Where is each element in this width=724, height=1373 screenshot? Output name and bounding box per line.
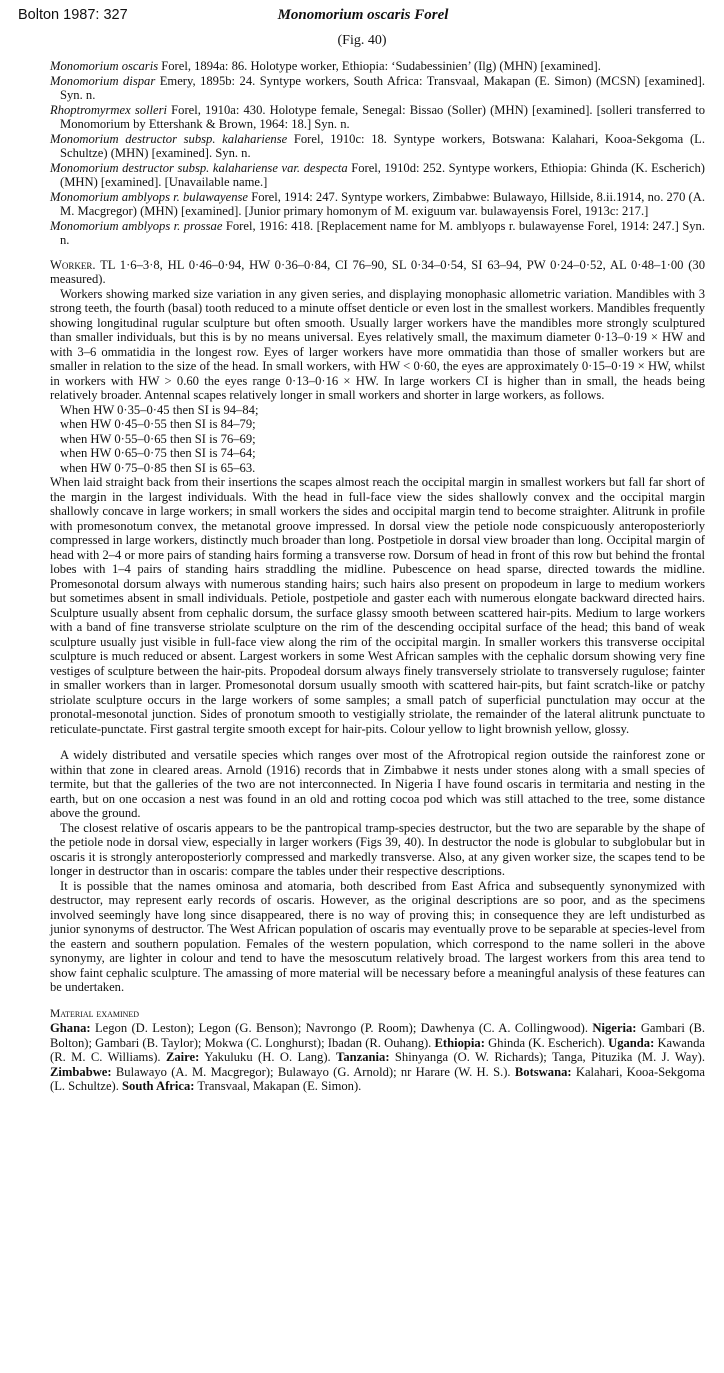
worker-description xyxy=(50,258,705,737)
list-item: when HW 0·65–0·75 then SI is 74–64; xyxy=(60,446,256,460)
running-head xyxy=(18,8,708,26)
synonymy-entry: Monomorium dispar Emery, 1895b: 24. Syntype workers, South Africa: Transvaal, Makapan (E. Simon) (MCSN) [examined]. Syn. n. xyxy=(50,73,706,102)
list-item: when HW 0·55–0·65 then SI is 76–69; xyxy=(60,431,256,446)
discussion-paragraph: A widely distributed and versatile species which ranges over most of the Afrotropical region outside the rainforest zone or within that zone in cleared areas. Arnold (1916) records that in Zimbabwe it nests under stones along with a small species of termite, but that the galleries of the two are not interconnected. In Nigeria I have found oscaris in termitaria and nesting in the earth, but on one occasion a nest was found in an old and rotting cocoa pod which was still attached to the tree, some distance above the ground. xyxy=(50,748,705,820)
worker-measurements: Worker. TL 1·6–3·8, HL 0·46–0·94, HW 0·36–0·84, CI 76–90, SL 0·34–0·54, SI 63–94, PW 0·24–0·52, AL 0·48–1·00 (30 measured). xyxy=(50,257,705,286)
synonymy-entry: Monomorium amblyops r. bulawayense Forel, 1914: 247. Syntype workers, Zimbabwe: Bulawayo, Hillside, 8.ii.1914, no. 270 (A. M. Macgregor) (MHN) [examined]. [Junior primary homonym of M. exiguum var. bulawayensis Forel, 1913c: 217.] xyxy=(50,189,705,218)
discussion xyxy=(50,748,705,995)
synonymy-list xyxy=(50,59,705,248)
material-list: Ghana: Legon (D. Leston); Legon (G. Benson); Navrongo (P. Room); Dawhenya (C. A. Collingwood). Nigeria: Gambari (B. Bolton); Gambari (B. Taylor); Mokwa (C. Longhurst); Ibadan (R. Ouhang). Ethiopia: Ghinda (K. Escherich). Uganda: Kawanda (R. M. C. Williams). Zaire: Yakuluku (H. O. Lang). Tanzania: Shinyanga (O. W. Richards); Tanga, Pituzika (M. J. Way). Zimbabwe: Bulawayo (A. M. Macgregor); Bulawayo (G. Arnold); nr Harare (W. H. S.). Botswana: Kalahari, Kooa-Sekgoma (L. Schultze). South Africa: Transvaal, Makapan (E. Simon). xyxy=(50,1021,706,1093)
list-item: when HW 0·75–0·85 then SI is 65–63. xyxy=(60,460,256,475)
article-body xyxy=(50,59,705,1094)
worker-paragraph: Workers showing marked size variation in any given series, and displaying monophasic allometric variation. Mandibles with 3 strong teeth, the fourth (basal) tooth reduced to a minute offset denticle or even lost in the smallest workers. Mandibles frequently showing longitudinal rugular sculpture but often smooth. Usually larger workers have the mandibles more strongly sculptured than smaller individuals, but this is by no means universal. Eyes relatively small, the maximum diameter 0·13–0·19 × HW and with 3–6 ommatidia in the longest row. Eyes of larger workers have more ommatidia than those of smaller workers but are smaller in relation to the size of the head. In small workers, with HW < 0·60, the eyes are approximately 0·15–0·19 × HW, whilst in workers with HW > 0.60 the eyes range 0·13–0·16 × HW. In large workers CI is higher than in small, the heads being relatively broader. Antennal scapes relatively longer in small workers and shorter in large workers, as follows. xyxy=(50,286,705,402)
material-heading: Material examined xyxy=(50,1007,140,1020)
synonymy-entry: Rhoptromyrmex solleri Forel, 1910a: 430. Holotype female, Senegal: Bissao (Soller) (MHN) [examined]. [solleri transferred to Monomorium by Ettershank & Brown, 1964: 18.] Syn. n. xyxy=(50,102,705,131)
synonymy-entry: Monomorium amblyops r. prossae Forel, 1916: 418. [Replacement name for M. amblyops r. bulawayense Forel, 1914: 247.] Syn. n. xyxy=(50,218,705,247)
synonymy-entry: Monomorium oscaris Forel, 1894a: 86. Holotype worker, Ethiopia: ‘Sudabessinien’ (Ilg) (MHN) [examined]. xyxy=(50,59,601,73)
list-item: When HW 0·35–0·45 then SI is 94–84; xyxy=(60,402,259,417)
list-item: when HW 0·45–0·55 then SI is 84–79; xyxy=(60,417,256,431)
discussion-paragraph: The closest relative of oscaris appears to be the pantropical tramp-species destructor, but the two are separable by the shape of the petiole node in dorsal view, especially in larger workers (Figs 39, 40). In destructor the node is globular to subglobular but in oscaris it is strongly anteroposteriorly compressed and markedly transverse. Also, at any given worker size, the scapes tend to be longer in destructor than in oscaris: compare the tables under their respective descriptions. xyxy=(50,820,705,878)
synonymy-entry: Monomorium destructor subsp. kalahariense var. despecta Forel, 1910d: 252. Syntype workers, Ethiopia: Ghinda (K. Escherich) (MHN) [examined]. [Unavailable name.] xyxy=(50,160,706,189)
figure-reference: (Fig. 40) xyxy=(337,33,387,48)
worker-paragraph: When laid straight back from their insertions the scapes almost reach the occipital margin in smallest workers but fall far short of the margin in the largest individuals. With the head in full-face view the sides shallowly convex and the occipital margin shallowly concave in large workers; in small workers the sides and occipital margin tend to become straighter. Alitrunk in profile with promesonotum convex, the metanotal groove impressed. In dorsal view the petiole node conspicuously anteroposteriorly compressed in large workers, distinctly much broader than long. Postpetiole in dorsal view broader than long. Occipital margin of head with 2–4 or more pairs of standing hairs forming a transverse row. Dorsum of head in front of this row but behind the frontal lobes with 1–4 pairs of standing hairs straddling the midline. Pubescence on head sparse, directed towards the midline. Promesonotal dorsum always with numerous standing hairs; such hairs also present on propodeum in large to medium workers but sometimes absent in small individuals. Petiole, postpetiole and gaster each with numerous elongate backward directed hairs. Sculpture usually absent from cephalic dorsum, the surface glassy smooth between scattered hair-pits. Medium to large workers with a band of fine transverse striolate sculpture on the rim of the descending occipital surface of the head; this band of weak sculpture usually just visible in full-face view along the rim of the occipital margin. In smaller workers this transverse occipital sculpture is much reduced or absent. Largest workers in some West African samples with the cephalic dorsum showing very fine vestiges of sculpture between the hair-pits. Propodeal dorsum always finely transversely striolate to transversely rugulose; fainter in smaller workers than in larger. Promesonotal dorsum usually smooth with scattered hair-pits, but faint scratch-like or patchy striolate sculpture occurs in the large workers of some samples; a small patch of superficial punctulation may occur at the pronotal-mesonotal junction. Sides of pronotum smooth to vestigially striolate, the remainder of the lateral alitrunk punctuate to reticulate-punctate. First gastral tergite smooth except for hair-pits. Colour yellow to light brownish yellow, glossy. xyxy=(50,475,705,736)
synonymy-entry: Monomorium destructor subsp. kalahariense Forel, 1910c: 18. Syntype workers, Botswana: Kalahari, Kooa-Sekgoma (L. Schultze) (MHN) [examined]. Syn. n. xyxy=(50,131,705,160)
citation-header: Bolton 1987: 327 xyxy=(18,7,128,23)
species-title: Monomorium oscaris Forel xyxy=(277,7,449,23)
scape-index-list xyxy=(60,403,705,476)
discussion-paragraph: It is possible that the names ominosa and atomaria, both described from East Africa and subsequently synonymized with destructor, may represent early records of oscaris. However, as the original descriptions are so poor, and as the specimens involved seemingly have long since disappeared, there is no way of proving this; in consequence they are left undisturbed as junior synonyms of destructor. The West African population of oscaris may eventually prove to be separable at species-level from the eastern and southern population. Females of the western population, which correspond to the name solleri in the above synonymy, are lighter in colour and tend to have the mesoscutum relatively broad. The largest workers from this area tend to show faint cephalic sculpture. The amassing of more material will be necessary before a meaningful analysis of these features can be undertaken. xyxy=(50,878,705,994)
